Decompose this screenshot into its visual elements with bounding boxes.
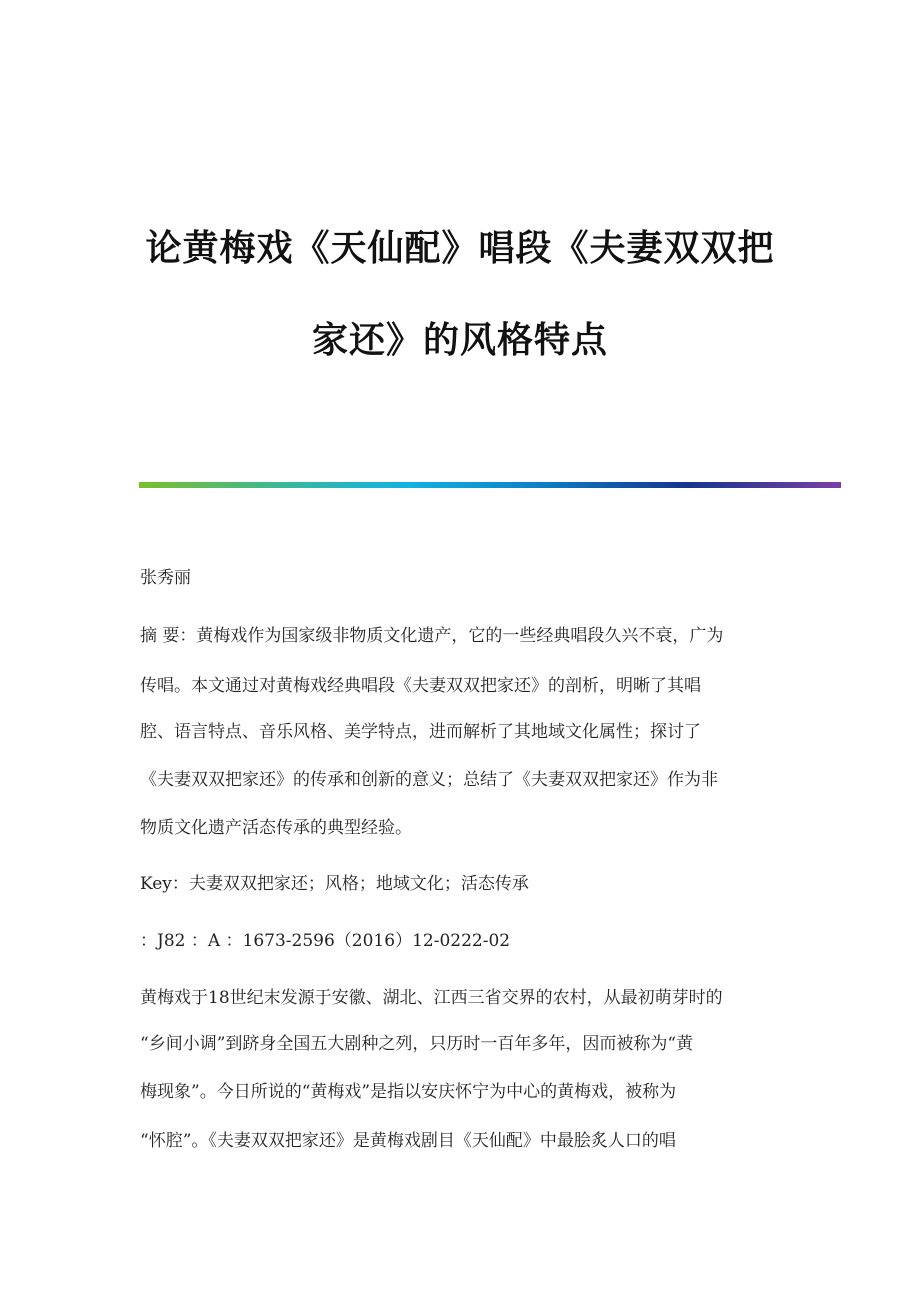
title-line-1: 论黄梅戏《天仙配》唱段《夫妻双双把 bbox=[145, 228, 775, 269]
body-line: 梅现象”。今日所说的“黄梅戏”是指以安庆怀宁为中心的黄梅戏，被称为 bbox=[140, 1082, 677, 1102]
body-line: 黄梅戏于18世纪末发源于安徽、湖北、江西三省交界的农村，从最初萌芽时的 bbox=[140, 988, 723, 1008]
classification-line: ：J82 ：A ：1673-2596（2016）12-0222-02 bbox=[140, 931, 511, 951]
abstract-line: 物质文化遗产活态传承的典型经验。 bbox=[140, 818, 412, 838]
body-line: “乡间小调”到跻身全国五大剧种之列，只历时一百年多年，因而被称为“黄 bbox=[140, 1034, 694, 1054]
abstract-line: 《夫妻双双把家还》的传承和创新的意义；总结了《夫妻双双把家还》作为非 bbox=[140, 770, 718, 790]
abstract-line: 腔、语言特点、音乐风格、美学特点，进而解析了其地域文化属性；探讨了 bbox=[140, 722, 701, 742]
title-line-2: 家还》的风格特点 bbox=[311, 320, 608, 361]
keywords-line: Key：夫妻双双把家还；风格；地域文化；活态传承 bbox=[140, 874, 529, 894]
body-line: “怀腔”。《夫妻双双把家还》是黄梅戏剧目《天仙配》中最脍炙人口的唱 bbox=[140, 1131, 676, 1151]
abstract-line: 传唱。本文通过对黄梅戏经典唱段《夫妻双双把家还》的剖析，明晰了其唱 bbox=[140, 676, 701, 696]
gradient-divider bbox=[139, 482, 841, 488]
abstract-line: 摘 要：黄梅戏作为国家级非物质文化遗产，它的一些经典唱段久兴不衰，广为 bbox=[140, 626, 724, 646]
author-name: 张秀丽 bbox=[140, 568, 191, 588]
